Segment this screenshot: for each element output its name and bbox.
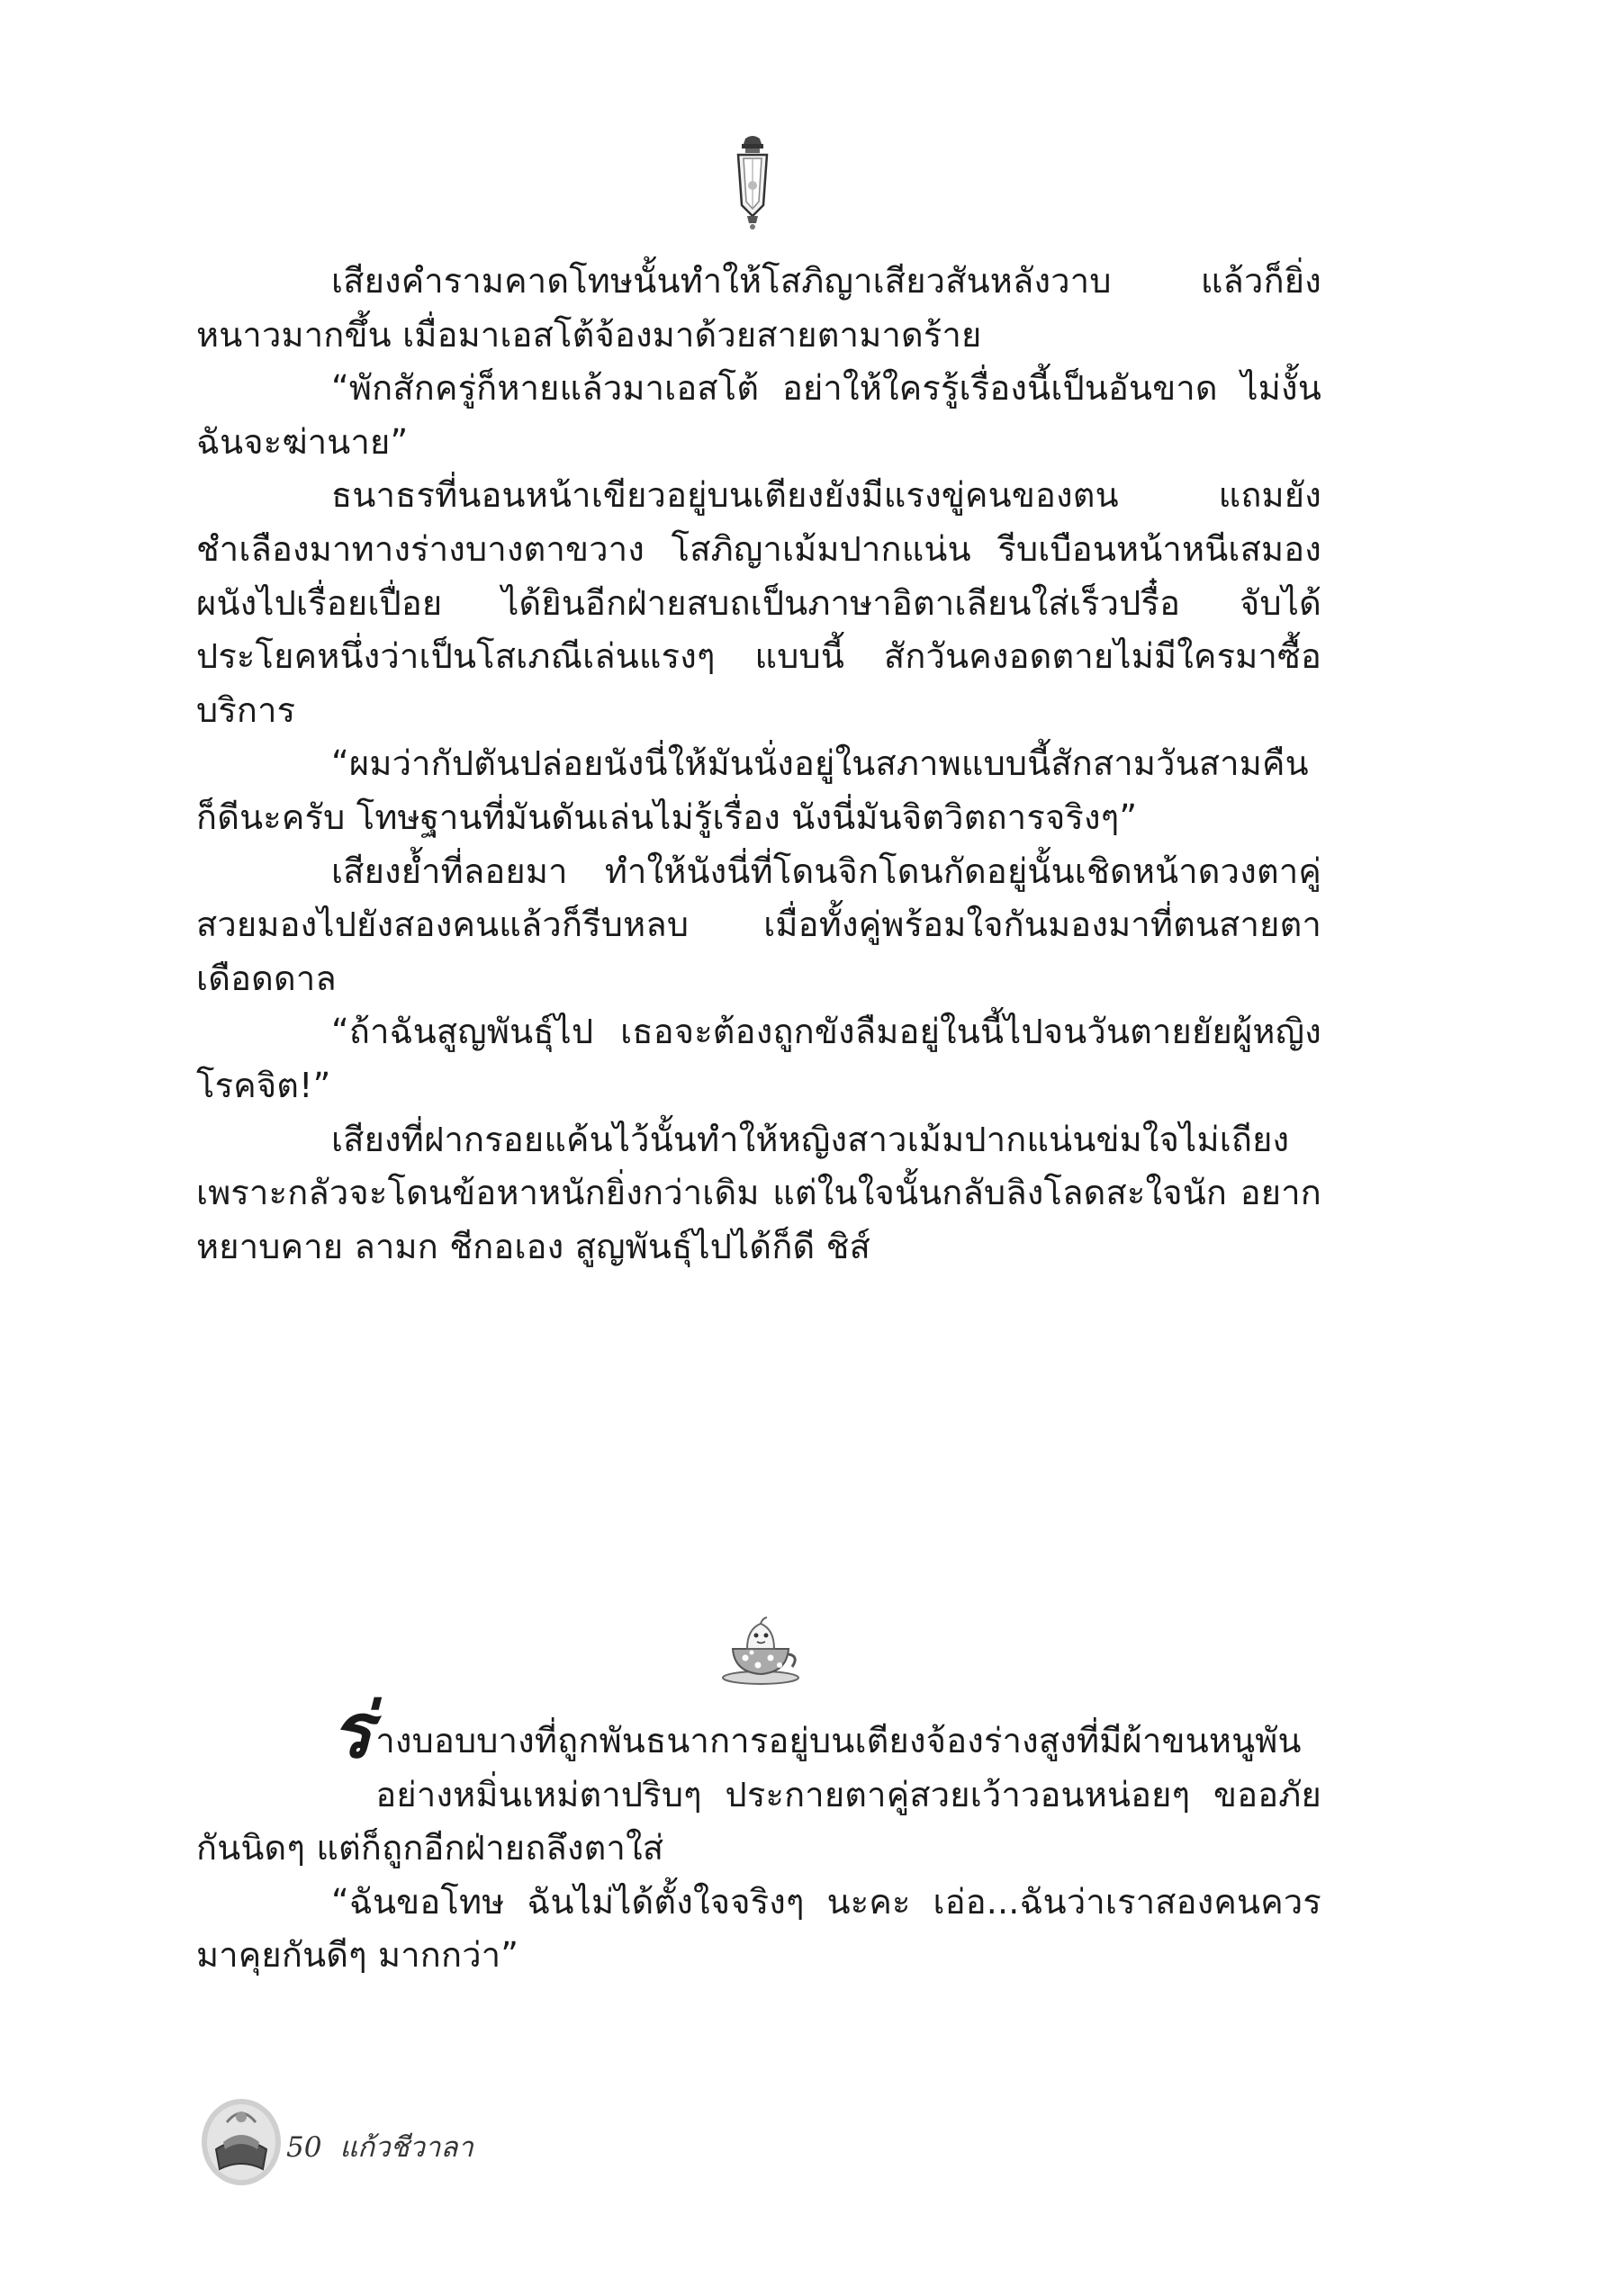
paragraph: “ถ้าฉันสูญพันธุ์ไป เธอจะต้องถูกขังลืมอยู่ในนี้ไปจนวันตายยัยผู้หญิงโรคจิต!”	[196, 1012, 1321, 1105]
paragraph: “ฉันขอโทษ ฉันไม่ได้ตั้งใจจริงๆ นะคะ เอ่อ...ฉันว่าเราสองคนควรมาคุยกันดีๆ มากกว่า”	[196, 1881, 1321, 1976]
paragraph: เสียงคำรามคาดโทษนั้นทำให้โสภิญาเสียวสันหลังวาบ แล้วก็ยิ่งหนาวมากขึ้น เมื่อมาเอสโต้จ้องมาด้วยสายตามาดร้าย	[196, 261, 1321, 355]
page-footer	[200, 2086, 560, 2194]
book-emblem-icon	[200, 2086, 283, 2187]
drop-cap: ร่	[331, 1687, 373, 1775]
footer-caption	[286, 2124, 482, 2169]
paragraph: เสียงที่ฝากรอยแค้นไว้นั้นทำให้หญิงสาวเม้มปากแน่นข่มใจไม่เถียง เพราะกลัวจะโดนข้อหาหนักยิ่งกว่าเดิม แต่ในใจนั้นกลับลิงโลดสะใจนัก อยากหยาบคาย ลามก ชีกอเอง สูญพันธุ์ไปได้ก็ดี ชิส์	[196, 1119, 1321, 1266]
paragraph: “ผมว่ากัปตันปล่อยนังนี่ให้มันนั่งอยู่ในสภาพแบบนี้สักสามวันสามคืนก็ดีนะครับ โทษฐานที่มันดันเล่นไม่รู้เรื่อง นังนี่มันจิตวิตถารจริงๆ”	[196, 743, 1309, 837]
paragraph: เสียงย้ำที่ลอยมา ทำให้นังนี่ที่โดนจิกโดนกัดอยู่นั้นเชิดหน้าดวงตาคู่สวยมองไปยังสองคนแล้วก็รีบหลบ เมื่อทั้งคู่พร้อมใจกันมองมาที่ตนสายตาเดือดดาล	[196, 851, 1321, 998]
story-section-1	[196, 255, 1321, 1274]
story-section-2	[196, 1687, 1321, 1983]
teacup-icon	[720, 1611, 801, 1685]
paragraph	[196, 1687, 1321, 1876]
paragraph: ธนาธรที่นอนหน้าเขียวอยู่บนเตียงยังมีแรงขู่คนของตน แถมยังชำเลืองมาทางร่างบางตาขวาง โสภิญาเม้มปากแน่น รีบเบือนหน้าหนีเสมองผนังไปเรื่อยเปื่อย ได้ยินอีกฝ่ายสบถเป็นภาษาอิตาเลียนใส่เร็วปรื๋อ จับได้ประโยคหนึ่งว่าเป็นโสเภณีเล่นแรงๆ แบบนี้ สักวันคงอดตายไม่มีใครมาซื้อบริการ	[196, 475, 1321, 730]
paragraph: “พักสักครู่ก็หายแล้วมาเอสโต้ อย่าให้ใครรู้เรื่องนี้เป็นอันขาด ไม่งั้นฉันจะฆ่านาย”	[196, 368, 1321, 462]
lantern-icon	[726, 133, 780, 230]
book-title: แก้วชีวาลา	[339, 2131, 473, 2164]
page-number: 50	[286, 2131, 322, 2164]
paragraph-text: างบอบบางที่ถูกพันธนาการอยู่บนเตียงจ้องร่างสูงที่มีผ้าขนหนูพันอย่างหมิ่นเหม่ตาปริบๆ ประกายตาคู่สวยเว้าวอนหน่อยๆ ขออภัยกันนิดๆ แต่ก็ถูกอีกฝ่ายถลึงตาใส่	[196, 1721, 1321, 1868]
